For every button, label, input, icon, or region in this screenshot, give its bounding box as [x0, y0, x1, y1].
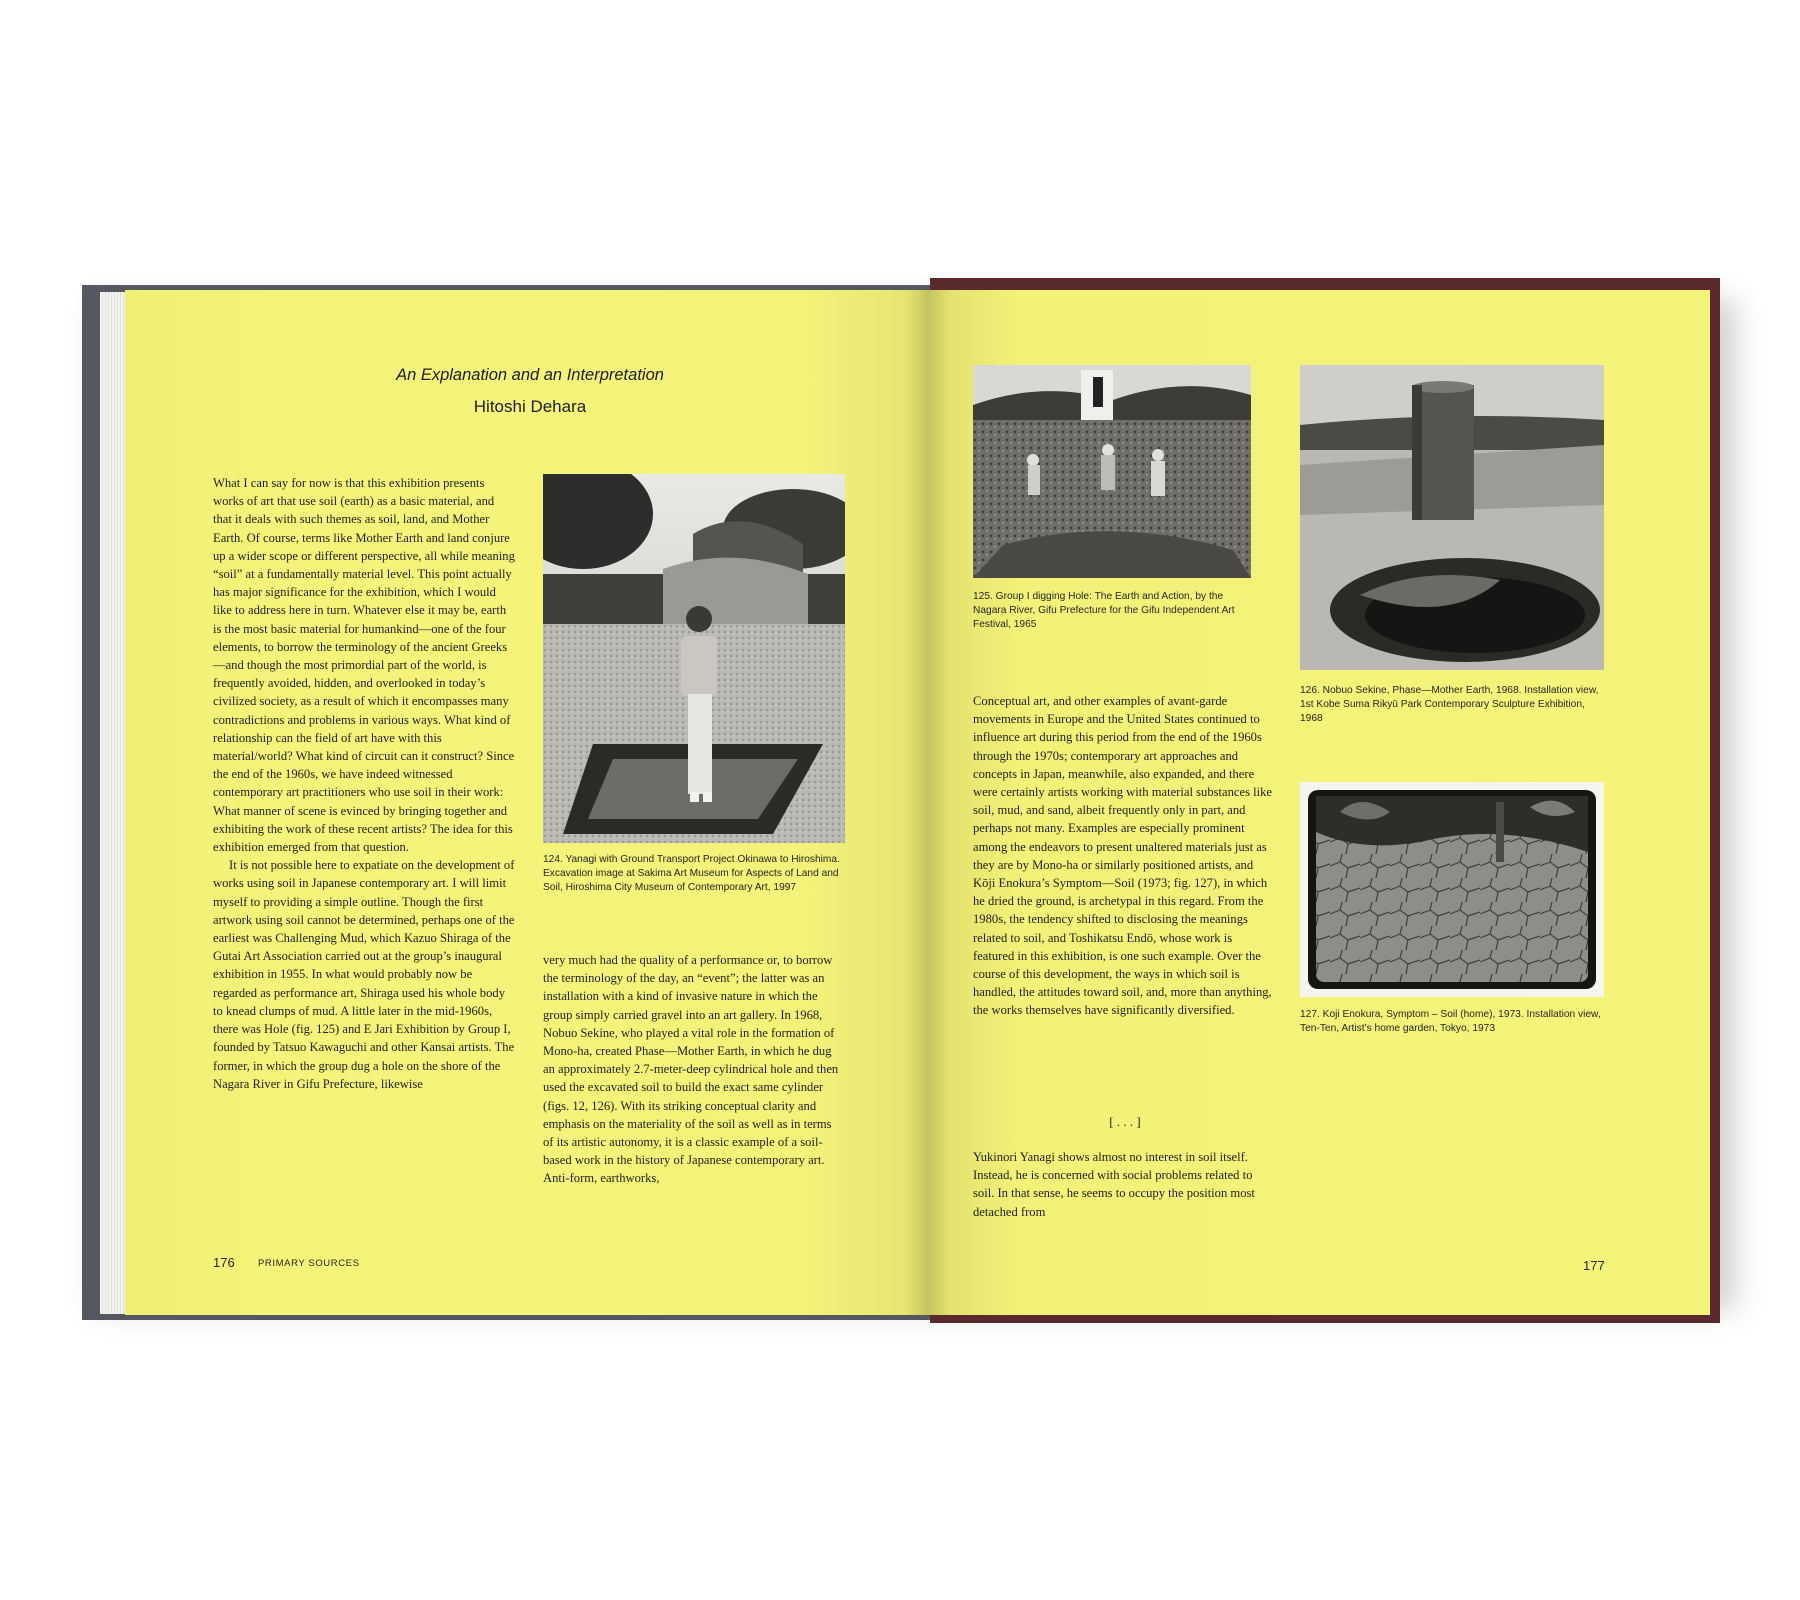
text-column-1 [213, 474, 516, 1093]
paragraph: It is not possible here to expatiate on the development of works using soil in Japanese contemporary art. I will limit myself to providing a simple outline. Though the first artwork using soil cannot be determined, perhaps one of the earliest was Challenging Mud, which Kazuo Shiraga of the Gutai Art Association carried out at the group’s inaugural exhibition in 1955. In what would probably now be regarded as performance art, Shiraga used his whole body to knead clumps of mud. A little later in the mid-1960s, there was Hole (fig. 125) and E Jari Exhibition by Group I, founded by Tatsuo Kawaguchi and other Kansai artists. The former, in which the group dug a hole on the shore of the Nagara River in Gifu Prefecture, likewise [213, 858, 515, 1091]
text-column-3-continued [973, 1148, 1273, 1221]
essay-author: Hitoshi Dehara [473, 397, 587, 416]
paragraph: Conceptual art, and other examples of avant-garde movements in Europe and the United States continued to influence art during this period from the end of the 1960s through the 1970s; contemporary art approaches and concepts in Japan, meanwhile, also expanded, and there were certainly artists working with material substances like soil, mud, and sand, albeit frequently only in part, and perhaps not many. Examples are especially prominent among the endeavors to present unaltered materials just as they are by Mono-ha or similarly positioned artists, and Kōji Enokura’s Symptom—Soil (1973; fig. 127), in which he dried the ground, is archetypal in this regard. From the 1980s, the tendency shifted to disclosing the meanings related to soil, and Toshikatsu Endō, whose work is featured in this exhibition, is one such example. Over the course of this development, the ways in which soil is handled, the attitudes toward soil, and, more than anything, the works themselves have significantly diversified. [973, 694, 1273, 1018]
page-number-right: 177 [1583, 1258, 1605, 1273]
photo-125 [973, 365, 1251, 578]
photo-125-image [973, 365, 1251, 578]
section-break: [ . . . ] [1109, 1114, 1141, 1129]
running-head: PRIMARY SOURCES [258, 1258, 360, 1269]
photo-127-image [1300, 782, 1604, 997]
photo-126-image [1300, 365, 1604, 670]
caption-127: 127. Koji Enokura, Symptom – Soil (home), 1973. Installation view, Ten-Ten, Artist’s home garden, Tokyo, 1973 [1300, 1009, 1601, 1034]
photo-124 [543, 474, 845, 843]
page-number-left: 176 [213, 1255, 235, 1270]
paragraph: Yukinori Yanagi shows almost no interest in soil itself. Instead, he is concerned with social problems related to soil. In that sense, he seems to occupy the position most detached from [973, 1150, 1255, 1219]
photo-124-image [543, 474, 845, 843]
book-gutter [905, 290, 950, 1315]
caption-126: 126. Nobuo Sekine, Phase—Mother Earth, 1968. Installation view, 1st Kobe Suma Rikyū Park Contemporary Sculpture Exhibition, 1968 [1300, 685, 1599, 724]
paragraph: What I can say for now is that this exhibition presents works of art that use soil (earth) as a basic material, and that it deals with such themes as soil, land, and Mother Earth. Of course, terms like Mother Earth and land conjure up a wider scope or different perspective, all while meaning “soil” at a fundamentally material level. This point actually has major significance for the exhibition, which I would like to address here in turn. Whatever else it may be, earth is the most basic material for humankind—one of the four elements, to borrow the terminology of the ancient Greeks—and though the most primordial part of the world, is frequently avoided, hidden, and overlooked in today’s civilized society, as a result of which it encompasses many contradictions and problems in various ways. What kind of relationship can the field of art have with this material/world? What kind of circuit can it construct? Since the end of the 1960s, we have indeed witnessed contemporary art practitioners who use soil in their work: What manner of scene is evinced by bringing together and exhibiting the work of these recent artists? The idea for this exhibition emerged from that question. [213, 476, 515, 855]
paragraph: very much had the quality of a performance or, to borrow the terminology of the day, an “event”; the latter was an installation with a kind of invasive nature in which the group simply carried gravel into an art gallery. In 1968, Nobuo Sekine, who played a vital role in the formation of Mono-ha, created Phase—Mother Earth, in which he dug an approximately 2.7-meter-deep cylindrical hole and then used the excavated soil to build the exact same cylinder (figs. 12, 126). With its striking conceptual clarity and emphasis on the materiality of the soil as well as in terms of its artistic autonomy, it is a classic example of a soil-based work in the history of Japanese contemporary art. Anti-form, earthworks, [543, 953, 839, 1186]
essay-title: An Explanation and an Interpretation [396, 366, 664, 384]
text-column-2 [543, 951, 845, 1188]
photo-127 [1300, 782, 1604, 997]
caption-124: 124. Yanagi with Ground Transport Project Okinawa to Hiroshima. Excavation image at Sakima Art Museum for Aspects of Land and Soil, Hiroshima City Museum of Contemporary Art, 1997 [543, 854, 840, 893]
text-column-3 [973, 692, 1273, 1020]
photo-126 [1300, 365, 1604, 670]
caption-125: 125. Group I digging Hole: The Earth and Action, by the Nagara River, Gifu Prefecture for the Gifu Independent Art Festival, 1965 [973, 591, 1235, 630]
